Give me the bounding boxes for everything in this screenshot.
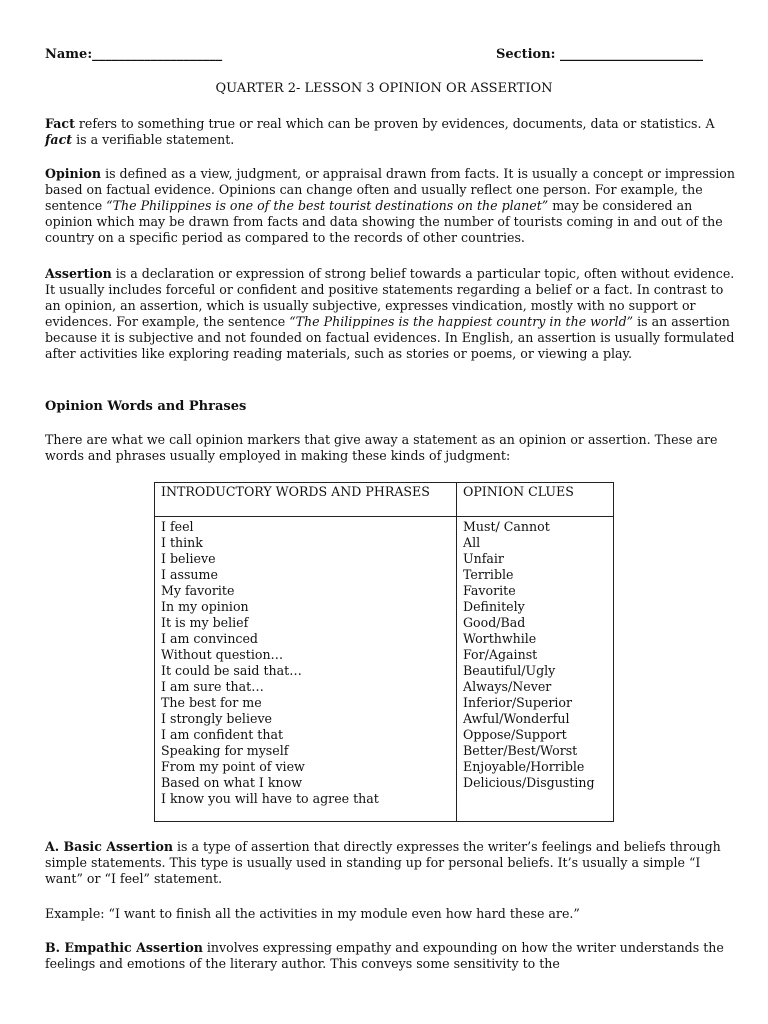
fact-text-2: is a verifiable statement.	[72, 132, 235, 147]
intro-phrase: It could be said that…	[161, 663, 302, 678]
opinion-clue: For/Against	[463, 647, 538, 662]
opinion-text-1: is defined as a view, judgment, or appraisal drawn from facts. It is usually a concept or impression based on factual evidence. Opinions can change often and usually reflect one person. For example, the sentence	[45, 166, 735, 213]
opinion-clue: Inferior/Superior	[463, 695, 572, 710]
opinion-example: “The Philippines is one of the best tourist destinations on the planet”	[106, 198, 549, 213]
intro-phrase: Speaking for myself	[161, 743, 289, 758]
opinion-clue: Enjoyable/Horrible	[463, 759, 585, 774]
basic-assertion-paragraph	[45, 839, 735, 887]
intro-phrase: It is my belief	[161, 615, 249, 630]
opinion-text-2: may be considered an opinion which may be drawn from facts and data showing the number of tourists coming in and out of the country on a specific period as compared to the records of other countries.	[45, 198, 723, 245]
intro-phrase: I am convinced	[161, 631, 258, 646]
opinion-clue: All	[463, 535, 481, 550]
opinion-clue: Oppose/Support	[463, 727, 567, 742]
basic-assertion-term: A. Basic Assertion	[45, 839, 174, 854]
opinion-clue: Awful/Wonderful	[463, 711, 570, 726]
example-line: Example: “I want to finish all the activities in my module even how hard these are.”	[45, 906, 580, 921]
opinion-paragraph	[45, 166, 735, 246]
intro-phrase: From my point of view	[161, 759, 305, 774]
intro-phrase: I am confident that	[161, 727, 284, 742]
fact-paragraph	[45, 116, 735, 148]
intro-phrase: I feel	[161, 519, 194, 534]
opinion-clue: Good/Bad	[463, 615, 526, 630]
opinion-term: Opinion	[45, 166, 102, 181]
intro-phrase: The best for me	[161, 695, 262, 710]
opinion-words-heading: Opinion Words and Phrases	[45, 399, 247, 414]
intro-phrase: I strongly believe	[161, 711, 273, 726]
opinion-markers-table	[154, 482, 614, 822]
intro-phrase: I am sure that…	[161, 679, 264, 694]
basic-assertion-text: is a type of assertion that directly expresses the writer’s feelings and beliefs through simple statements. This type is usually used in standing up for personal beliefs. It’s usually a simple “I want” or “I feel” statement.	[45, 839, 721, 886]
intro-phrase: Based on what I know	[161, 775, 302, 790]
intro-phrase: In my opinion	[161, 599, 249, 614]
opinion-clues-cell	[457, 517, 614, 822]
intro-phrase: I think	[161, 535, 203, 550]
opinion-clue: Beautiful/Ugly	[463, 663, 556, 678]
empathic-assertion-term: B. Empathic Assertion	[45, 940, 203, 955]
empathic-assertion-paragraph	[45, 940, 735, 972]
col1-header: INTRODUCTORY WORDS AND PHRASES	[155, 483, 457, 517]
markers-intro: There are what we call opinion markers that give away a statement as an opinion or assertion. These are words and phrases usually employed in making these kinds of judgment:	[45, 432, 718, 463]
worksheet-header	[45, 47, 714, 65]
intro-phrase: I know you will have to agree that	[161, 791, 379, 806]
opinion-clue: Must/ Cannot	[463, 519, 550, 534]
intro-phrase: I assume	[161, 567, 218, 582]
opinion-clue: Better/Best/Worst	[463, 743, 578, 758]
assertion-paragraph	[45, 266, 735, 362]
opinion-clue: Definitely	[463, 599, 525, 614]
assertion-text-2: is an assertion because it is subjective and not founded on factual evidences. In English, an assertion is usually formulated after activities like exploring reading materials, such as stories or poems, or viewing a play.	[45, 314, 735, 361]
section-field-label: Section: ______________________	[496, 47, 703, 62]
lesson-title: QUARTER 2- LESSON 3 OPINION OR ASSERTION	[215, 81, 553, 96]
fact-text-1: refers to something true or real which can be proven by evidences, documents, data or statistics. A	[74, 116, 715, 131]
assertion-term: Assertion	[45, 266, 112, 281]
opinion-clue: Unfair	[463, 551, 504, 566]
introductory-phrases-cell	[155, 517, 457, 822]
intro-phrase: Without question…	[161, 647, 284, 662]
fact-emphasis: fact	[45, 132, 73, 147]
intro-phrase: My favorite	[161, 583, 235, 598]
empathic-assertion-text: involves expressing empathy and expounding on how the writer understands the feelings and emotions of the literary author. This conveys some sensitivity to the	[45, 940, 724, 971]
opinion-clue: Always/Never	[463, 679, 552, 694]
assertion-example: “The Philippines is the happiest country in the world”	[289, 314, 634, 329]
name-field-label: Name:____________________	[45, 47, 223, 62]
fact-term: Fact	[45, 116, 75, 131]
table-header-row	[155, 483, 614, 517]
intro-phrase: I believe	[161, 551, 216, 566]
col2-header: OPINION CLUES	[457, 483, 614, 517]
opinion-clue: Terrible	[463, 567, 514, 582]
table-body-row	[155, 517, 614, 822]
opinion-clue: Worthwhile	[463, 631, 537, 646]
opinion-clue: Favorite	[463, 583, 516, 598]
assertion-text-1: is a declaration or expression of strong belief towards a particular topic, often without evidence. It usually includes forceful or confident and positive statements regarding a belief or a fact. In contrast to an opinion, an assertion, which is usually subjective, expresses vindication, mostly with no support or evidences. For example, the sentence	[45, 266, 735, 329]
opinion-clue: Delicious/Disgusting	[463, 775, 595, 790]
